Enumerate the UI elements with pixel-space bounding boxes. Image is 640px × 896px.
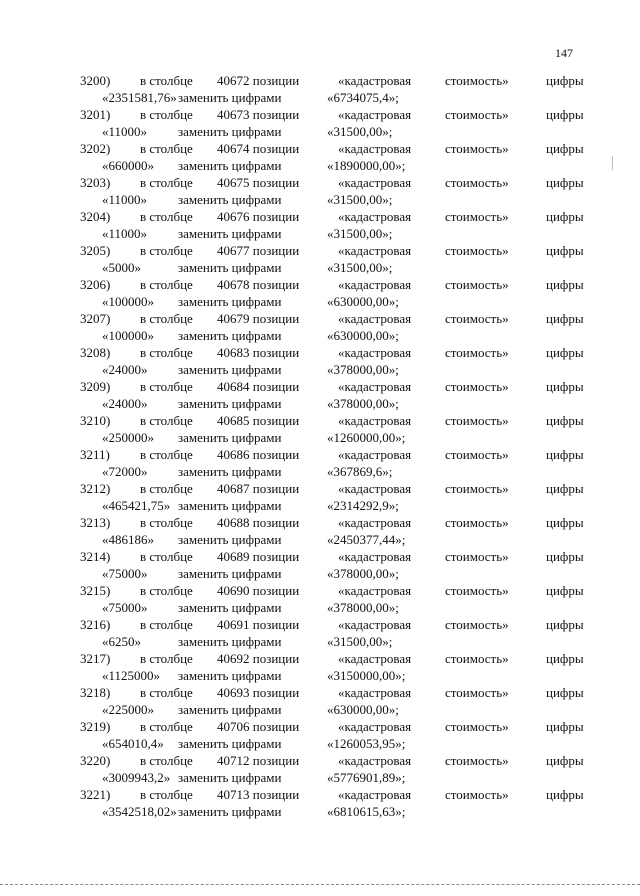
word-digits: цифры bbox=[546, 175, 584, 190]
column-phrase: в столбце bbox=[140, 515, 193, 530]
word-cadastral: «кадастровая bbox=[338, 413, 412, 428]
word-cadastral: «кадастровая bbox=[338, 617, 412, 632]
amendment-entry bbox=[80, 174, 590, 208]
new-value: «630000,00»; bbox=[327, 702, 399, 717]
new-value: «31500,00»; bbox=[327, 260, 393, 275]
word-cadastral: «кадастровая bbox=[338, 549, 412, 564]
position-ref: 40691 позиции bbox=[217, 617, 300, 632]
replace-phrase: заменить цифрами bbox=[178, 464, 282, 479]
column-phrase: в столбце bbox=[140, 345, 193, 360]
word-cadastral: «кадастровая bbox=[338, 345, 412, 360]
entry-line-1 bbox=[80, 412, 590, 429]
replace-phrase: заменить цифрами bbox=[178, 498, 282, 513]
entry-line-2 bbox=[80, 667, 590, 684]
entry-line-2 bbox=[80, 293, 590, 310]
old-value: «250000» bbox=[102, 430, 154, 445]
word-value: стоимость» bbox=[445, 345, 509, 360]
entry-line-2 bbox=[80, 701, 590, 718]
entry-line-2 bbox=[80, 599, 590, 616]
new-value: «367869,6»; bbox=[327, 464, 393, 479]
word-digits: цифры bbox=[546, 719, 584, 734]
word-digits: цифры bbox=[546, 753, 584, 768]
new-value: «31500,00»; bbox=[327, 634, 393, 649]
position-ref: 40689 позиции bbox=[217, 549, 300, 564]
new-value: «6810615,63»; bbox=[327, 804, 406, 819]
entry-line-1 bbox=[80, 514, 590, 531]
word-value: стоимость» bbox=[445, 413, 509, 428]
new-value: «5776901,89»; bbox=[327, 770, 406, 785]
old-value: «24000» bbox=[102, 362, 148, 377]
position-ref: 40677 позиции bbox=[217, 243, 300, 258]
entry-line-2 bbox=[80, 429, 590, 446]
amendment-entry bbox=[80, 276, 590, 310]
column-phrase: в столбце bbox=[140, 277, 193, 292]
entry-line-1 bbox=[80, 72, 590, 89]
word-digits: цифры bbox=[546, 515, 584, 530]
position-ref: 40672 позиции bbox=[217, 73, 300, 88]
entry-line-1 bbox=[80, 378, 590, 395]
entry-line-1 bbox=[80, 786, 590, 803]
position-ref: 40686 позиции bbox=[217, 447, 300, 462]
position-ref: 40674 позиции bbox=[217, 141, 300, 156]
amendment-entry bbox=[80, 446, 590, 480]
word-value: стоимость» bbox=[445, 685, 509, 700]
column-phrase: в столбце bbox=[140, 73, 193, 88]
new-value: «378000,00»; bbox=[327, 600, 399, 615]
amendment-entry bbox=[80, 412, 590, 446]
amendment-entry bbox=[80, 72, 590, 106]
entry-line-1 bbox=[80, 582, 590, 599]
amendment-entry bbox=[80, 378, 590, 412]
entry-line-2 bbox=[80, 157, 590, 174]
new-value: «6734075,4»; bbox=[327, 90, 399, 105]
entry-line-1 bbox=[80, 446, 590, 463]
entry-number: 3210) bbox=[80, 413, 111, 428]
entry-line-1 bbox=[80, 106, 590, 123]
position-ref: 40712 позиции bbox=[217, 753, 300, 768]
word-cadastral: «кадастровая bbox=[338, 719, 412, 734]
column-phrase: в столбце bbox=[140, 583, 193, 598]
new-value: «630000,00»; bbox=[327, 328, 399, 343]
word-cadastral: «кадастровая bbox=[338, 447, 412, 462]
word-digits: цифры bbox=[546, 481, 584, 496]
entry-line-2 bbox=[80, 531, 590, 548]
old-value: «11000» bbox=[102, 226, 148, 241]
new-value: «2450377,44»; bbox=[327, 532, 406, 547]
replace-phrase: заменить цифрами bbox=[178, 158, 282, 173]
old-value: «465421,75» bbox=[102, 498, 171, 513]
replace-phrase: заменить цифрами bbox=[178, 90, 282, 105]
replace-phrase: заменить цифрами bbox=[178, 634, 282, 649]
word-cadastral: «кадастровая bbox=[338, 175, 412, 190]
column-phrase: в столбце bbox=[140, 311, 193, 326]
entry-number: 3212) bbox=[80, 481, 111, 496]
amendment-entry bbox=[80, 752, 590, 786]
entry-number: 3208) bbox=[80, 345, 111, 360]
entry-number: 3221) bbox=[80, 787, 111, 802]
replace-phrase: заменить цифрами bbox=[178, 600, 282, 615]
amendment-entry bbox=[80, 718, 590, 752]
word-value: стоимость» bbox=[445, 481, 509, 496]
new-value: «1260053,95»; bbox=[327, 736, 406, 751]
word-value: стоимость» bbox=[445, 787, 509, 802]
replace-phrase: заменить цифрами bbox=[178, 532, 282, 547]
entry-number: 3203) bbox=[80, 175, 111, 190]
word-digits: цифры bbox=[546, 243, 584, 258]
old-value: «654010,4» bbox=[102, 736, 164, 751]
position-ref: 40673 позиции bbox=[217, 107, 300, 122]
entry-number: 3205) bbox=[80, 243, 111, 258]
page-number: 147 bbox=[555, 46, 573, 60]
word-value: стоимость» bbox=[445, 141, 509, 156]
position-ref: 40683 позиции bbox=[217, 345, 300, 360]
amendment-list bbox=[80, 72, 590, 820]
entry-line-1 bbox=[80, 140, 590, 157]
word-value: стоимость» bbox=[445, 583, 509, 598]
old-value: «72000» bbox=[102, 464, 148, 479]
column-phrase: в столбце bbox=[140, 107, 193, 122]
word-cadastral: «кадастровая bbox=[338, 277, 412, 292]
word-value: стоимость» bbox=[445, 447, 509, 462]
replace-phrase: заменить цифрами bbox=[178, 430, 282, 445]
entry-line-2 bbox=[80, 769, 590, 786]
entry-line-1 bbox=[80, 174, 590, 191]
replace-phrase: заменить цифрами bbox=[178, 804, 282, 819]
entry-line-2 bbox=[80, 463, 590, 480]
word-cadastral: «кадастровая bbox=[338, 651, 412, 666]
entry-line-1 bbox=[80, 276, 590, 293]
word-digits: цифры bbox=[546, 345, 584, 360]
replace-phrase: заменить цифрами bbox=[178, 260, 282, 275]
entry-line-1 bbox=[80, 344, 590, 361]
word-value: стоимость» bbox=[445, 175, 509, 190]
word-cadastral: «кадастровая bbox=[338, 73, 412, 88]
word-digits: цифры bbox=[546, 583, 584, 598]
replace-phrase: заменить цифрами bbox=[178, 702, 282, 717]
old-value: «24000» bbox=[102, 396, 148, 411]
entry-line-2 bbox=[80, 89, 590, 106]
word-cadastral: «кадастровая bbox=[338, 311, 412, 326]
old-value: «75000» bbox=[102, 600, 148, 615]
position-ref: 40690 позиции bbox=[217, 583, 300, 598]
replace-phrase: заменить цифрами bbox=[178, 396, 282, 411]
entry-line-2 bbox=[80, 633, 590, 650]
word-value: стоимость» bbox=[445, 515, 509, 530]
amendment-entry bbox=[80, 684, 590, 718]
word-digits: цифры bbox=[546, 141, 584, 156]
old-value: «3542518,02» bbox=[102, 804, 177, 819]
column-phrase: в столбце bbox=[140, 481, 193, 496]
entry-number: 3209) bbox=[80, 379, 111, 394]
entry-line-2 bbox=[80, 565, 590, 582]
position-ref: 40692 позиции bbox=[217, 651, 300, 666]
new-value: «378000,00»; bbox=[327, 362, 399, 377]
word-digits: цифры bbox=[546, 413, 584, 428]
entry-line-1 bbox=[80, 650, 590, 667]
word-digits: цифры bbox=[546, 73, 584, 88]
old-value: «486186» bbox=[102, 532, 154, 547]
amendment-entry bbox=[80, 514, 590, 548]
column-phrase: в столбце bbox=[140, 413, 193, 428]
old-value: «6250» bbox=[102, 634, 141, 649]
word-value: стоимость» bbox=[445, 277, 509, 292]
word-digits: цифры bbox=[546, 447, 584, 462]
amendment-entry bbox=[80, 106, 590, 140]
replace-phrase: заменить цифрами bbox=[178, 362, 282, 377]
entry-number: 3211) bbox=[80, 447, 110, 462]
column-phrase: в столбце bbox=[140, 719, 193, 734]
column-phrase: в столбце bbox=[140, 685, 193, 700]
word-cadastral: «кадастровая bbox=[338, 379, 412, 394]
replace-phrase: заменить цифрами bbox=[178, 294, 282, 309]
amendment-entry bbox=[80, 140, 590, 174]
position-ref: 40679 позиции bbox=[217, 311, 300, 326]
column-phrase: в столбце bbox=[140, 447, 193, 462]
new-value: «378000,00»; bbox=[327, 566, 399, 581]
entry-line-2 bbox=[80, 259, 590, 276]
amendment-entry bbox=[80, 480, 590, 514]
old-value: «100000» bbox=[102, 328, 154, 343]
entry-line-2 bbox=[80, 735, 590, 752]
new-value: «31500,00»; bbox=[327, 124, 393, 139]
replace-phrase: заменить цифрами bbox=[178, 226, 282, 241]
entry-line-2 bbox=[80, 803, 590, 820]
entry-line-1 bbox=[80, 208, 590, 225]
entry-line-2 bbox=[80, 327, 590, 344]
entry-number: 3218) bbox=[80, 685, 111, 700]
word-digits: цифры bbox=[546, 209, 584, 224]
entry-line-1 bbox=[80, 310, 590, 327]
word-value: стоимость» bbox=[445, 73, 509, 88]
word-digits: цифры bbox=[546, 685, 584, 700]
entry-number: 3204) bbox=[80, 209, 111, 224]
position-ref: 40713 позиции bbox=[217, 787, 300, 802]
entry-line-1 bbox=[80, 684, 590, 701]
new-value: «2314292,9»; bbox=[327, 498, 399, 513]
entry-line-2 bbox=[80, 225, 590, 242]
word-cadastral: «кадастровая bbox=[338, 515, 412, 530]
old-value: «2351581,76» bbox=[102, 90, 177, 105]
word-cadastral: «кадастровая bbox=[338, 107, 412, 122]
old-value: «75000» bbox=[102, 566, 148, 581]
old-value: «100000» bbox=[102, 294, 154, 309]
word-digits: цифры bbox=[546, 107, 584, 122]
entry-line-2 bbox=[80, 123, 590, 140]
entry-number: 3202) bbox=[80, 141, 111, 156]
entry-line-1 bbox=[80, 548, 590, 565]
amendment-entry bbox=[80, 344, 590, 378]
position-ref: 40684 позиции bbox=[217, 379, 300, 394]
word-digits: цифры bbox=[546, 651, 584, 666]
position-ref: 40688 позиции bbox=[217, 515, 300, 530]
word-digits: цифры bbox=[546, 787, 584, 802]
replace-phrase: заменить цифрами bbox=[178, 566, 282, 581]
word-value: стоимость» bbox=[445, 379, 509, 394]
word-cadastral: «кадастровая bbox=[338, 685, 412, 700]
column-phrase: в столбце bbox=[140, 243, 193, 258]
word-digits: цифры bbox=[546, 379, 584, 394]
old-value: «225000» bbox=[102, 702, 154, 717]
column-phrase: в столбце bbox=[140, 549, 193, 564]
position-ref: 40676 позиции bbox=[217, 209, 300, 224]
word-cadastral: «кадастровая bbox=[338, 753, 412, 768]
new-value: «1890000,00»; bbox=[327, 158, 406, 173]
entry-number: 3213) bbox=[80, 515, 111, 530]
entry-line-2 bbox=[80, 191, 590, 208]
position-ref: 40693 позиции bbox=[217, 685, 300, 700]
amendment-entry bbox=[80, 242, 590, 276]
column-phrase: в столбце bbox=[140, 651, 193, 666]
position-ref: 40678 позиции bbox=[217, 277, 300, 292]
word-value: стоимость» bbox=[445, 243, 509, 258]
word-value: стоимость» bbox=[445, 719, 509, 734]
column-phrase: в столбце bbox=[140, 617, 193, 632]
entry-number: 3200) bbox=[80, 73, 111, 88]
entry-number: 3214) bbox=[80, 549, 111, 564]
replace-phrase: заменить цифрами bbox=[178, 668, 282, 683]
column-phrase: в столбце bbox=[140, 209, 193, 224]
word-value: стоимость» bbox=[445, 753, 509, 768]
new-value: «3150000,00»; bbox=[327, 668, 406, 683]
replace-phrase: заменить цифрами bbox=[178, 770, 282, 785]
amendment-entry bbox=[80, 616, 590, 650]
column-phrase: в столбце bbox=[140, 379, 193, 394]
entry-number: 3219) bbox=[80, 719, 111, 734]
column-phrase: в столбце bbox=[140, 141, 193, 156]
entry-number: 3217) bbox=[80, 651, 111, 666]
word-digits: цифры bbox=[546, 277, 584, 292]
scan-edge-mark bbox=[612, 156, 613, 170]
word-value: стоимость» bbox=[445, 107, 509, 122]
entry-number: 3216) bbox=[80, 617, 111, 632]
word-value: стоимость» bbox=[445, 311, 509, 326]
position-ref: 40685 позиции bbox=[217, 413, 300, 428]
entry-line-2 bbox=[80, 497, 590, 514]
word-digits: цифры bbox=[546, 549, 584, 564]
new-value: «1260000,00»; bbox=[327, 430, 406, 445]
word-cadastral: «кадастровая bbox=[338, 141, 412, 156]
entry-line-1 bbox=[80, 480, 590, 497]
replace-phrase: заменить цифрами bbox=[178, 736, 282, 751]
amendment-entry bbox=[80, 208, 590, 242]
new-value: «31500,00»; bbox=[327, 192, 393, 207]
old-value: «3009943,2» bbox=[102, 770, 171, 785]
old-value: «660000» bbox=[102, 158, 154, 173]
amendment-entry bbox=[80, 582, 590, 616]
entry-number: 3220) bbox=[80, 753, 111, 768]
entry-line-1 bbox=[80, 718, 590, 735]
word-cadastral: «кадастровая bbox=[338, 243, 412, 258]
old-value: «1125000» bbox=[102, 668, 161, 683]
word-cadastral: «кадастровая bbox=[338, 481, 412, 496]
position-ref: 40687 позиции bbox=[217, 481, 300, 496]
amendment-entry bbox=[80, 786, 590, 820]
amendment-entry bbox=[80, 650, 590, 684]
replace-phrase: заменить цифрами bbox=[178, 328, 282, 343]
entry-line-1 bbox=[80, 752, 590, 769]
amendment-entry bbox=[80, 548, 590, 582]
replace-phrase: заменить цифрами bbox=[178, 192, 282, 207]
word-value: стоимость» bbox=[445, 549, 509, 564]
old-value: «5000» bbox=[102, 260, 141, 275]
new-value: «378000,00»; bbox=[327, 396, 399, 411]
word-cadastral: «кадастровая bbox=[338, 583, 412, 598]
position-ref: 40675 позиции bbox=[217, 175, 300, 190]
word-value: стоимость» bbox=[445, 651, 509, 666]
word-value: стоимость» bbox=[445, 209, 509, 224]
position-ref: 40706 позиции bbox=[217, 719, 300, 734]
word-digits: цифры bbox=[546, 617, 584, 632]
new-value: «630000,00»; bbox=[327, 294, 399, 309]
word-cadastral: «кадастровая bbox=[338, 787, 412, 802]
entry-number: 3207) bbox=[80, 311, 111, 326]
entry-line-2 bbox=[80, 361, 590, 378]
scan-bottom-edge bbox=[0, 884, 640, 885]
entry-line-2 bbox=[80, 395, 590, 412]
column-phrase: в столбце bbox=[140, 753, 193, 768]
word-digits: цифры bbox=[546, 311, 584, 326]
word-cadastral: «кадастровая bbox=[338, 209, 412, 224]
amendment-entry bbox=[80, 310, 590, 344]
old-value: «11000» bbox=[102, 124, 148, 139]
entry-number: 3201) bbox=[80, 107, 111, 122]
entry-line-1 bbox=[80, 242, 590, 259]
entry-number: 3215) bbox=[80, 583, 111, 598]
column-phrase: в столбце bbox=[140, 175, 193, 190]
column-phrase: в столбце bbox=[140, 787, 193, 802]
entry-line-1 bbox=[80, 616, 590, 633]
replace-phrase: заменить цифрами bbox=[178, 124, 282, 139]
entry-number: 3206) bbox=[80, 277, 111, 292]
new-value: «31500,00»; bbox=[327, 226, 393, 241]
word-value: стоимость» bbox=[445, 617, 509, 632]
old-value: «11000» bbox=[102, 192, 148, 207]
